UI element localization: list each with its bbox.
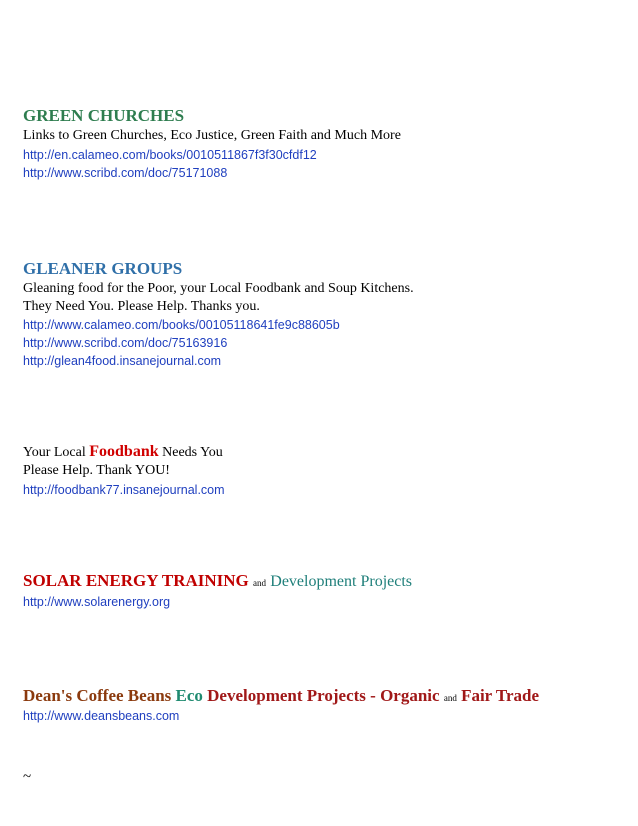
deans-and: and [443, 693, 457, 703]
green-churches-link-scribd[interactable]: http://www.scribd.com/doc/75171088 [23, 166, 228, 180]
green-churches-description: Links to Green Churches, Eco Justice, Green Faith and Much More [23, 128, 401, 143]
green-churches-link-calameo[interactable]: http://en.calameo.com/books/0010511867f3f30cfdf12 [23, 148, 317, 162]
foodbank-prefix: Your Local [23, 445, 90, 460]
foodbank-plea: Please Help. Thank YOU! [23, 463, 170, 478]
foodbank-suffix: Needs You [158, 445, 223, 460]
deans-link[interactable]: http://www.deansbeans.com [23, 709, 180, 723]
solar-development-projects: Development Projects [270, 573, 413, 590]
gleaner-groups-link-insanejournal[interactable]: http://glean4food.insanejournal.com [23, 354, 222, 368]
gleaner-groups-link-calameo[interactable]: http://www.calameo.com/books/00105118641fe9c88605b [23, 318, 340, 332]
footer-tilde: ~ [23, 769, 32, 785]
deans-eco: Eco [175, 686, 203, 705]
green-churches-heading: GREEN CHURCHES [23, 106, 185, 125]
solar-heading-line [23, 571, 412, 593]
deans-part-3: Fair Trade [456, 686, 539, 705]
solar-link[interactable]: http://www.solarenergy.org [23, 595, 171, 609]
gleaner-groups-link-scribd[interactable]: http://www.scribd.com/doc/75163916 [23, 336, 228, 350]
foodbank-link[interactable]: http://foodbank77.insanejournal.com [23, 483, 225, 497]
gleaner-groups-description-1: Gleaning food for the Poor, your Local Foodbank and Soup Kitchens. [23, 281, 414, 296]
foodbank-line [23, 443, 223, 462]
gleaner-groups-description-2: They Need You. Please Help. Thanks you. [23, 299, 260, 314]
solar-heading: SOLAR ENERGY TRAINING [23, 571, 249, 590]
deans-heading-line [23, 686, 539, 708]
gleaner-groups-heading: GLEANER GROUPS [23, 259, 183, 278]
deans-part-2: Development Projects - Organic [202, 686, 444, 705]
foodbank-highlight: Foodbank [89, 443, 159, 460]
solar-and: and [253, 578, 267, 588]
deans-part-1: Dean's Coffee Beans [23, 686, 176, 705]
